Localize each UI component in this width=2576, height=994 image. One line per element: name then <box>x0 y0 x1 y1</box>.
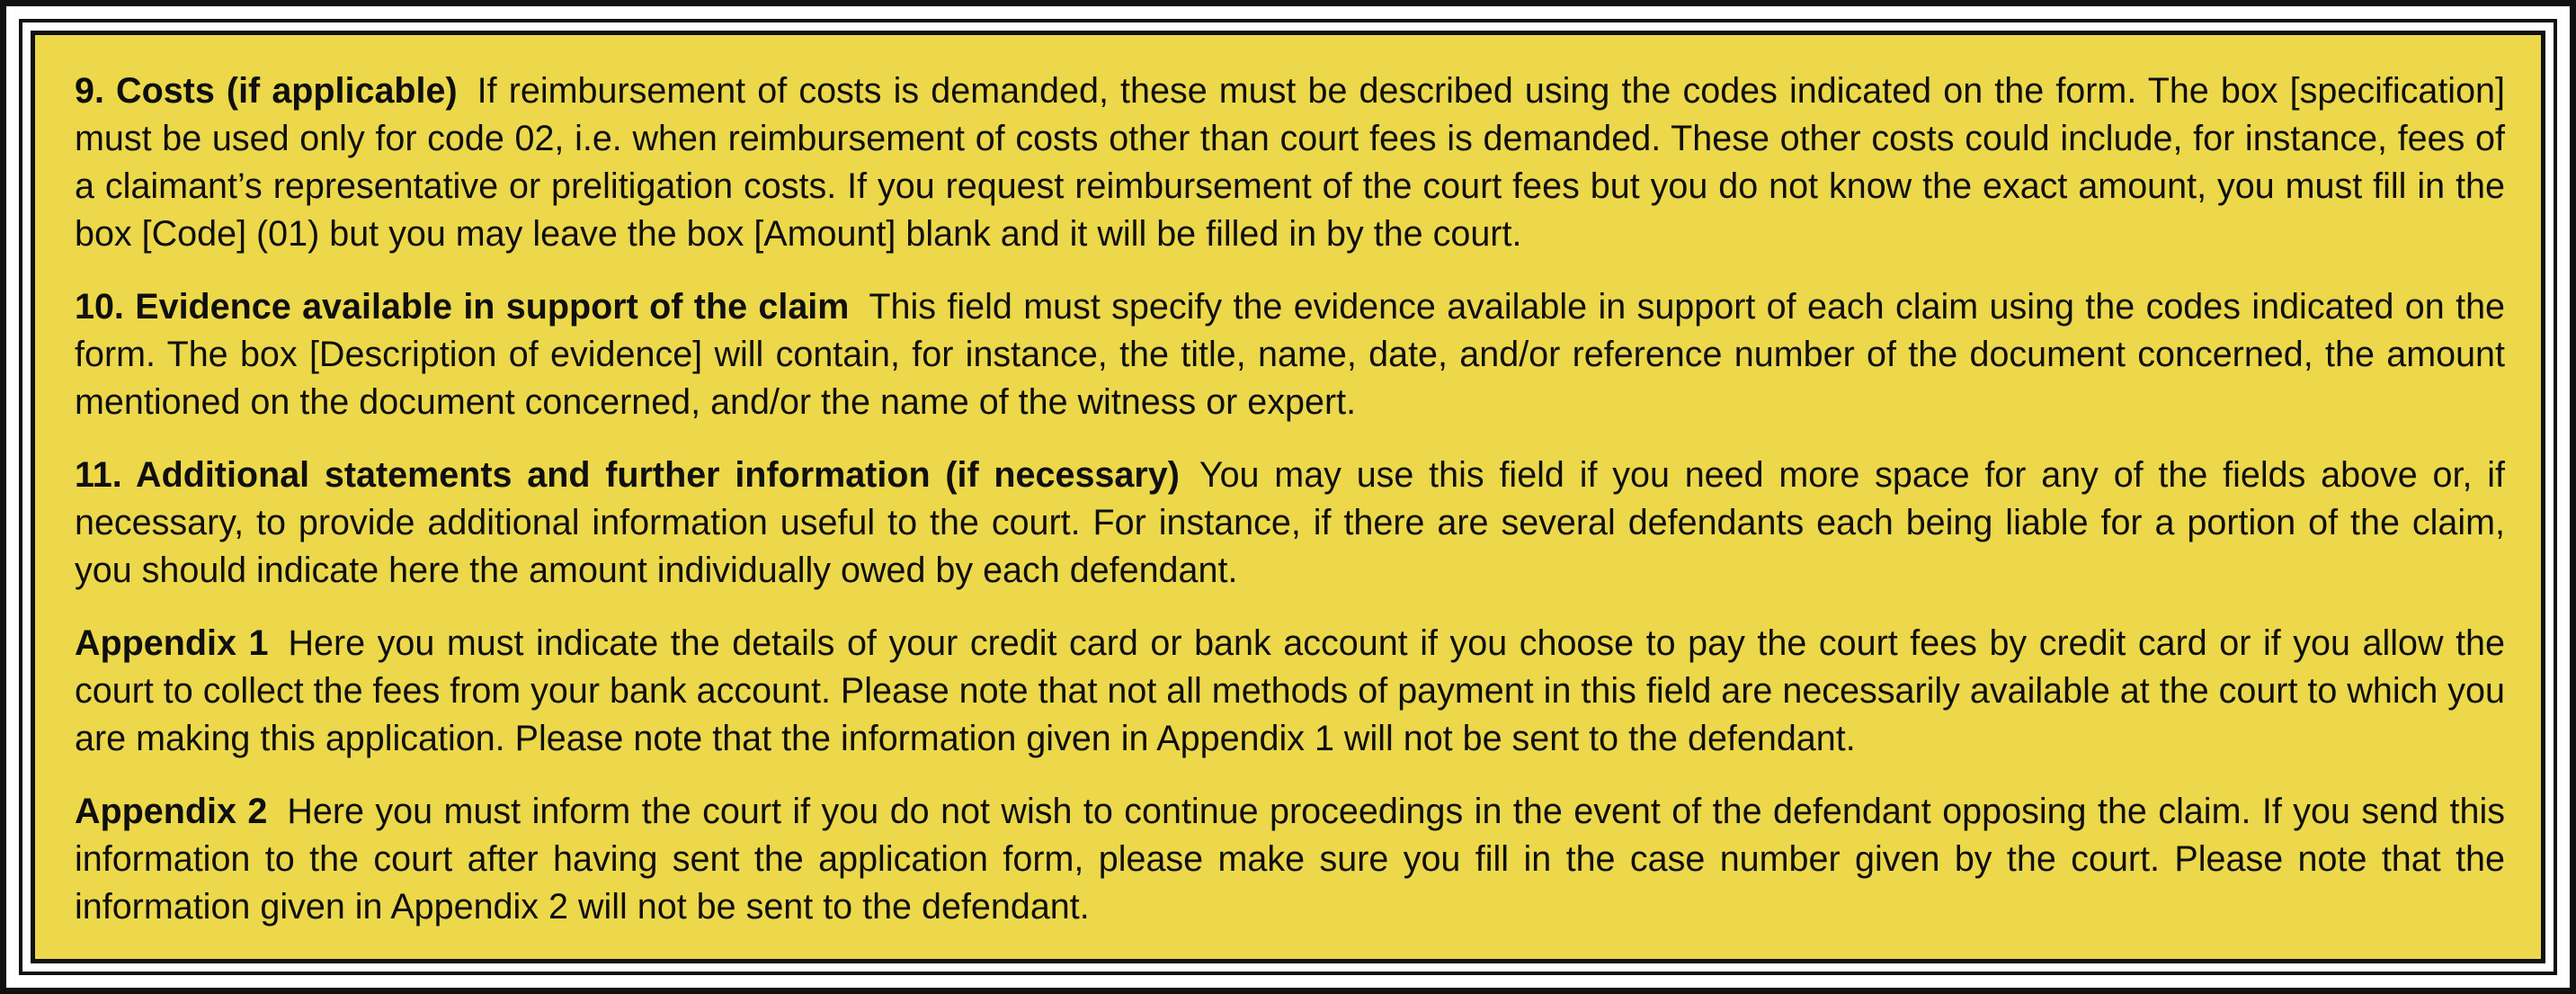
section-additional-statements <box>75 452 2505 595</box>
section-body: Here you must inform the court if you do not wish to continue proceedings in the event of the defendant opposing the claim. If you send this information to the court after having sent the application form, please make sure you fill in the case number given by the court. Please note that the information given in Appendix 2 will not be sent to the defendant. <box>75 792 2505 927</box>
section-heading: Appendix 2 <box>75 792 268 831</box>
section-costs <box>75 67 2505 258</box>
section-body: If reimbursement of costs is demanded, these must be described using the codes indicated on the form. The box [specification] must be used only for code 02, i.e. when reimbursement of costs other than court fees is demanded. These other costs could include, for instance, fees of a claimant’s representative or prelitigation costs. If you request reimbursement of the court fees but you do not know the exact amount, you must fill in the box [Code] (01) but you may leave the box [Amount] blank and it will be filled in by the court. <box>75 71 2505 254</box>
section-heading: 10. Evidence available in support of the claim <box>75 287 850 327</box>
section-appendix-1 <box>75 620 2505 763</box>
section-heading: 9. Costs (if applicable) <box>75 71 458 111</box>
section-body: Here you must indicate the details of your credit card or bank account if you choose to pay the court fees by credit card or if you allow the court to collect the fees from your bank account. Please note that not all methods of payment in this field are necessarily available at the court to which you are making this application. Please note that the information given in Appendix 1 will not be sent to the defendant. <box>75 623 2505 758</box>
section-body: You may use this field if you need more space for any of the fields above or, if necessary, to provide additional information useful to the court. For instance, if there are several defendants each being liable for a portion of the claim, you should indicate here the amount individually owed by each defendant. <box>75 455 2505 590</box>
section-heading: 11. Additional statements and further information (if necessary) <box>75 455 1180 495</box>
section-body: This field must specify the evidence available in support of each claim using the codes indicated on the form. The box [Description of evidence] will contain, for instance, the title, name, date, and/or reference number of the document concerned, the amount mentioned on the document concerned, and/or the name of the witness or expert. <box>75 287 2506 422</box>
section-evidence <box>75 283 2505 426</box>
section-heading: Appendix 1 <box>75 623 269 663</box>
instructions-panel <box>31 31 2545 963</box>
section-appendix-2 <box>75 788 2505 931</box>
middle-frame <box>19 19 2557 975</box>
